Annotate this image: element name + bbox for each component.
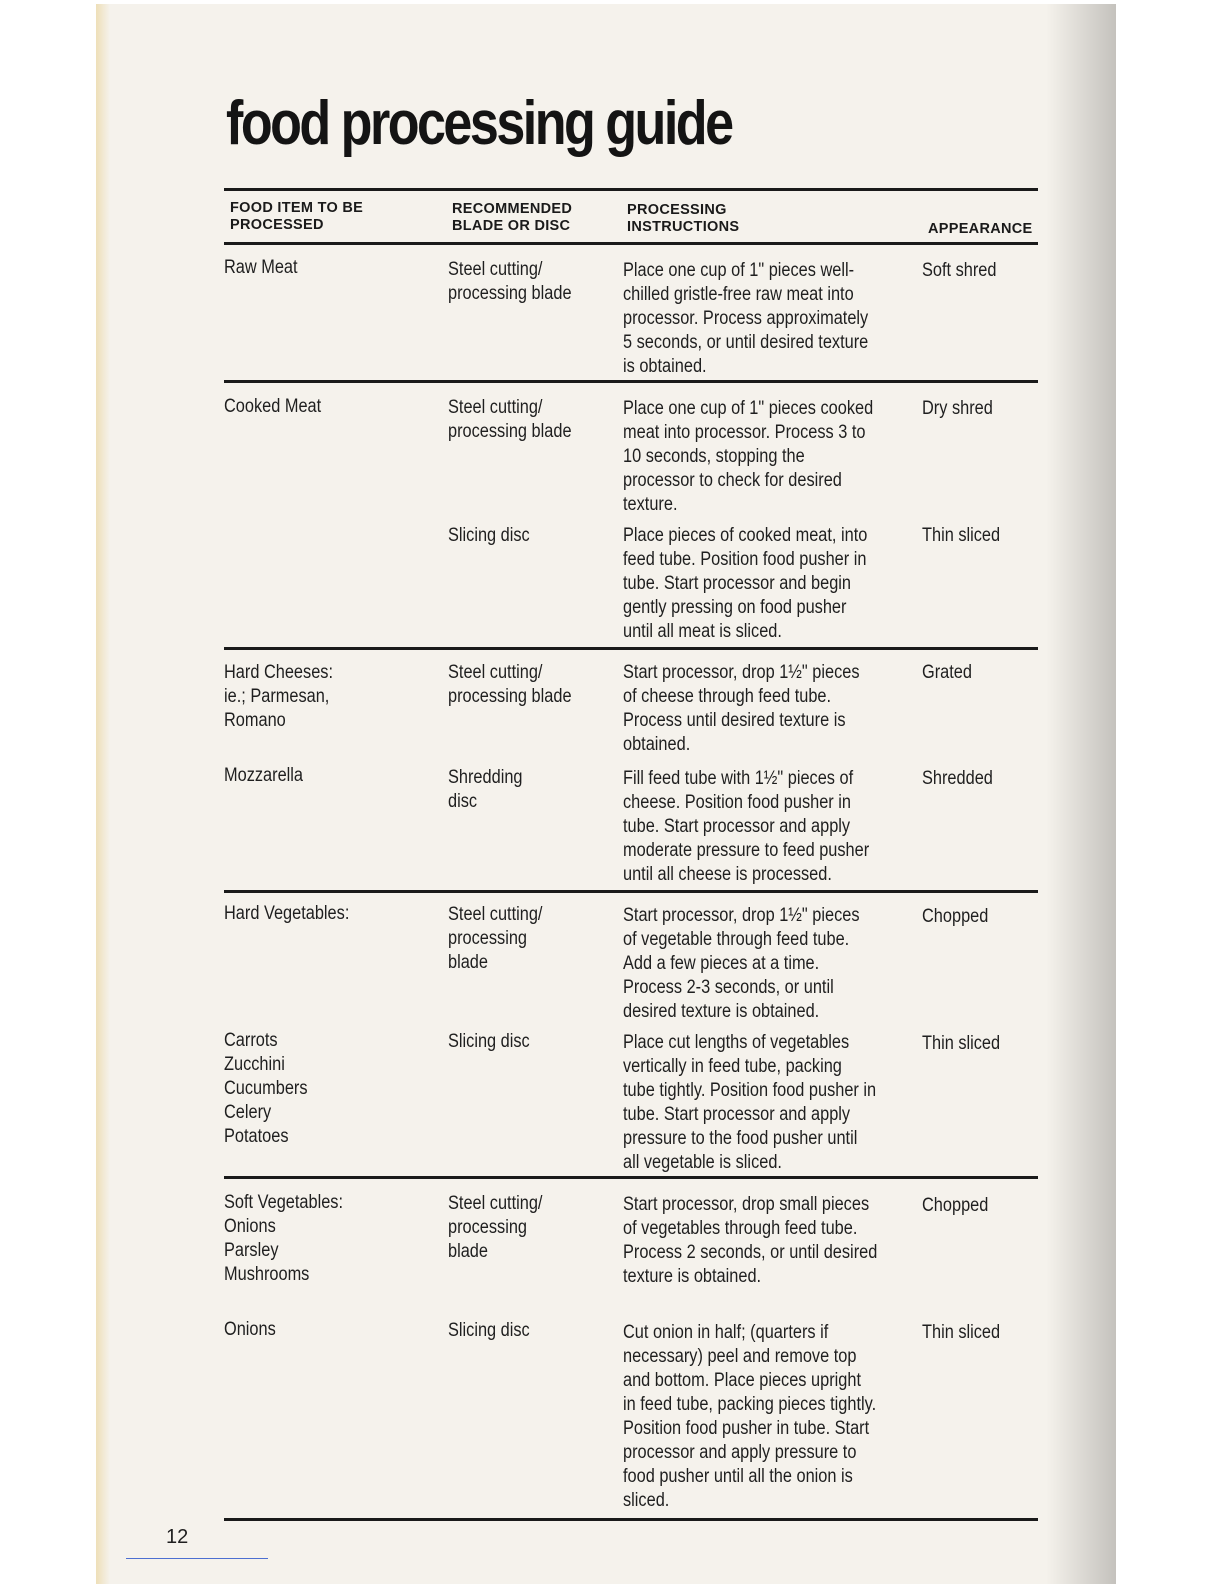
table-row-blade: Shredding disc <box>448 767 523 812</box>
table-row-food: Carrots Zucchini Cucumbers Celery Potatoes <box>224 1030 308 1147</box>
link-underline-artifact <box>126 1558 268 1559</box>
table-bottom-rule <box>224 1518 1038 1521</box>
table-row-instructions: Place pieces of cooked meat, into feed tube. Position food pusher in tube. Start processor and begin gently pressing on food pusher until all meat is sliced. <box>623 525 868 642</box>
table-row-instructions: Start processor, drop 1½" pieces of vegetable through feed tube. Add a few pieces at a time. Process 2-3 seconds, or until desired texture is obtained. <box>623 905 860 1022</box>
section-divider-rule <box>224 890 1038 893</box>
header-bottom-rule <box>224 242 1038 245</box>
page-edge-shading-right <box>1046 4 1116 1584</box>
header-blade: RECOMMENDED BLADE OR DISC <box>452 201 573 234</box>
header-instructions: PROCESSING INSTRUCTIONS <box>627 202 740 235</box>
table-row-food: Soft Vegetables: Onions Parsley Mushrooms <box>224 1192 344 1285</box>
table-row-blade: Steel cutting/ processing blade <box>448 662 572 707</box>
page-title: food processing guide <box>226 89 732 158</box>
table-row-instructions: Start processor, drop small pieces of vegetables through feed tube. Process 2 seconds, or until desired texture is obtained. <box>623 1194 878 1287</box>
table-row-appearance: Shredded <box>922 768 993 789</box>
section-divider-rule <box>224 647 1038 650</box>
table-row-instructions: Cut onion in half; (quarters if necessary) peel and remove top and bottom. Place pieces upright in feed tube, packing pieces tightly. Position food pusher in tube. Start processor and apply pressure to food pusher until all the onion is sliced. <box>623 1322 877 1511</box>
table-row-appearance: Thin sliced <box>922 525 1001 546</box>
table-row-blade: Steel cutting/ processing blade <box>448 904 543 973</box>
header-appearance: APPEARANCE <box>928 221 1033 237</box>
table-row-instructions: Place one cup of 1" pieces cooked meat into processor. Process 3 to 10 seconds, stopping the processor to check for desired texture. <box>623 398 874 515</box>
table-row-instructions: Place cut lengths of vegetables vertically in feed tube, packing tube tightly. Position food pusher in tube. Start processor and apply pressure to the food pusher until all vegetable is sliced. <box>623 1032 877 1173</box>
table-row-food: Hard Cheeses: ie.; Parmesan, Romano <box>224 662 333 731</box>
page-number: 12 <box>166 1526 189 1548</box>
table-row-appearance: Thin sliced <box>922 1033 1001 1054</box>
table-row-food: Mozzarella <box>224 765 304 786</box>
table-row-blade: Slicing disc <box>448 525 530 546</box>
table-row-food: Cooked Meat <box>224 396 322 417</box>
table-row-appearance: Soft shred <box>922 260 997 281</box>
table-row-blade: Steel cutting/ processing blade <box>448 259 572 304</box>
table-row-blade: Steel cutting/ processing blade <box>448 397 572 442</box>
table-row-appearance: Chopped <box>922 1195 989 1216</box>
section-divider-rule <box>224 1176 1038 1179</box>
page-edge-shading-left <box>96 4 110 1584</box>
section-divider-rule <box>224 380 1038 383</box>
table-top-rule <box>224 188 1038 191</box>
table-row-food: Onions <box>224 1319 276 1340</box>
table-row-appearance: Thin sliced <box>922 1322 1001 1343</box>
manual-page <box>96 4 1116 1584</box>
table-row-blade: Slicing disc <box>448 1320 530 1341</box>
table-row-blade: Steel cutting/ processing blade <box>448 1193 543 1262</box>
table-row-appearance: Chopped <box>922 906 989 927</box>
table-row-food: Hard Vegetables: <box>224 903 350 924</box>
table-row-appearance: Grated <box>922 662 972 683</box>
table-row-appearance: Dry shred <box>922 398 993 419</box>
table-row-food: Raw Meat <box>224 257 298 278</box>
table-row-instructions: Place one cup of 1" pieces well-chilled gristle-free raw meat into processor. Process approximately 5 seconds, or until desired texture is obtained. <box>623 260 869 377</box>
table-row-instructions: Start processor, drop 1½" pieces of cheese through feed tube. Process until desired texture is obtained. <box>623 662 860 755</box>
header-food-item: FOOD ITEM TO BE PROCESSED <box>230 200 364 233</box>
table-row-instructions: Fill feed tube with 1½" pieces of cheese. Position food pusher in tube. Start processor and apply moderate pressure to feed pusher until all cheese is processed. <box>623 768 870 885</box>
table-row-blade: Slicing disc <box>448 1031 530 1052</box>
